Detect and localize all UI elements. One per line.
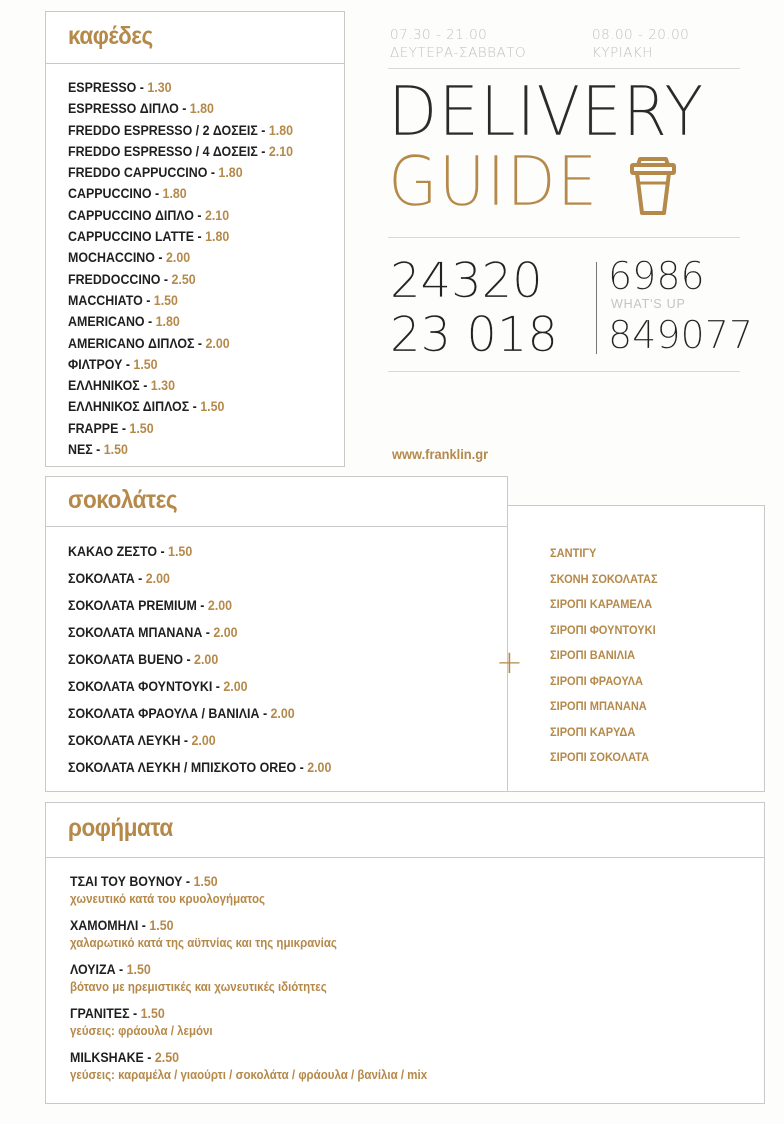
drink-description: γεύσεις: καραμέλα / γιαούρτι / σοκολάτα / φράουλα / βανίλια / mix	[70, 1068, 428, 1082]
item-separator: -	[115, 962, 127, 977]
item-price: 2.00	[213, 625, 238, 640]
item-separator: -	[194, 335, 206, 351]
item-name: AMERICANO ΔΙΠΛΟΣ	[68, 335, 195, 351]
drink-description: χωνευτικό κατά του κρυολογήματος	[70, 892, 265, 906]
item-separator: -	[182, 874, 194, 889]
item-separator: -	[178, 101, 190, 117]
drink-entry	[70, 960, 458, 1004]
mobile-part1: 6986	[608, 254, 705, 298]
item-separator: -	[122, 356, 134, 372]
item-name: ΓΡΑΝΙΤΕΣ	[70, 1006, 130, 1021]
menu-item	[68, 162, 293, 183]
menu-item	[70, 1048, 427, 1067]
menu-item	[68, 205, 293, 226]
item-price: 1.50	[200, 399, 225, 415]
whatsup-label: WHAT'S UP	[611, 297, 686, 311]
item-price: 1.50	[103, 442, 128, 458]
addon-item: ΣΙΡΟΠΙ ΦΡΑΟΥΛΑ	[550, 673, 644, 688]
item-separator: -	[194, 229, 206, 245]
mobile-part2: 849077	[608, 313, 754, 357]
item-price: 1.30	[147, 80, 172, 95]
drinks-title: ροφήματα	[68, 814, 173, 842]
item-name: MILKSHAKE	[70, 1050, 144, 1065]
menu-item	[68, 354, 293, 375]
drink-entry	[70, 1004, 458, 1048]
menu-item	[68, 77, 293, 98]
item-name: ΧΑΜΟΜΗΛΙ	[70, 918, 139, 933]
item-separator: -	[151, 186, 163, 202]
item-separator: -	[193, 207, 205, 223]
item-price: 1.50	[153, 292, 178, 308]
drinks-list	[70, 872, 458, 1092]
coffee-title: καφέδες	[68, 22, 153, 50]
item-name: ΣΟΚΟΛΑΤΑ PREMIUM	[68, 598, 197, 613]
item-separator: -	[296, 760, 308, 775]
drinks-section	[45, 802, 765, 1104]
item-separator: -	[143, 1050, 155, 1065]
item-name: CAPPUCCINO LATTE	[68, 229, 195, 245]
item-name: FREDDO CAPPUCCINO	[68, 165, 208, 181]
item-name: FREDDO ESPRESSO / 2 ΔΟΣΕΙΣ	[68, 122, 258, 138]
menu-item	[70, 916, 427, 935]
item-name: ΤΣΑΙ ΤΟΥ ΒΟΥΝΟΥ	[70, 874, 183, 889]
menu-item	[68, 333, 293, 354]
menu-item	[68, 646, 331, 673]
menu-item	[68, 538, 331, 565]
item-price: 2.50	[171, 271, 196, 287]
item-separator: -	[212, 679, 224, 694]
sunday-hours	[592, 26, 689, 62]
item-name: ΣΟΚΟΛΑΤΑ ΛΕΥΚΗ / ΜΠΙΣΚΟΤΟ OREO	[68, 760, 297, 775]
menu-item	[70, 960, 427, 979]
item-name: MOCHACCINO	[68, 250, 155, 266]
item-separator: -	[180, 733, 192, 748]
drink-description: βότανο με ηρεμιστικές και χωνευτικές ιδιότητες	[70, 980, 327, 994]
item-price: 1.80	[155, 314, 180, 330]
drink-description: χαλαρωτικό κατά της αϋπνίας και της ημικρανίας	[70, 936, 337, 950]
item-price: 2.00	[145, 571, 170, 586]
item-separator: -	[207, 165, 219, 181]
sunday-label: ΚΥΡΙΑΚΗ	[592, 45, 653, 61]
addon-item: ΣΙΡΟΠΙ ΒΑΝΙΛΙΑ	[550, 648, 636, 662]
item-name: FREDDOCCINO	[68, 271, 161, 287]
item-separator: -	[144, 314, 156, 330]
item-name: ESPRESSO ΔΙΠΛΟ	[68, 101, 179, 117]
divider-mid	[388, 237, 740, 238]
coffee-section	[45, 11, 345, 467]
item-separator: -	[196, 598, 208, 613]
item-separator: -	[118, 420, 130, 436]
item-name: ΣΟΚΟΛΑΤΑ BUENO	[68, 652, 184, 667]
item-price: 2.00	[223, 679, 248, 694]
menu-item	[68, 311, 293, 332]
drinks-header	[46, 803, 764, 858]
menu-item	[68, 290, 293, 311]
item-price: 2.00	[307, 760, 332, 775]
item-name: ΣΟΚΟΛΑΤΑ	[68, 571, 135, 586]
item-name: MACCHIATO	[68, 292, 143, 308]
drink-entry	[70, 1048, 458, 1092]
menu-item	[68, 673, 331, 700]
item-price: 1.50	[133, 356, 158, 372]
item-name: ΣΟΚΟΛΑΤΑ ΦΟΥΝΤΟΥΚΙ	[68, 679, 213, 694]
item-separator: -	[92, 442, 104, 458]
coffee-cup-icon	[628, 156, 678, 221]
divider-bottom	[388, 371, 740, 372]
item-separator: -	[189, 399, 201, 415]
menu-item	[68, 396, 293, 417]
item-separator: -	[157, 544, 169, 559]
item-price: 1.80	[218, 165, 243, 181]
item-name: ΕΛΛΗΝΙΚΟΣ	[68, 378, 140, 394]
menu-item	[70, 1004, 427, 1023]
addon-item: ΣΙΡΟΠΙ ΚΑΡΑΜΕΛΑ	[550, 597, 653, 611]
coffee-list	[68, 77, 313, 460]
menu-item	[68, 247, 293, 268]
item-price: 2.00	[205, 335, 230, 351]
weekday-label: ΔΕΥΤΕΡΑ-ΣΑΒΒΑΤΟ	[390, 45, 527, 61]
addon-item: ΣΙΡΟΠΙ ΜΠΑΝΑΝΑ	[550, 699, 647, 713]
menu-item	[68, 141, 293, 162]
item-name: CAPPUCCINO ΔΙΠΛΟ	[68, 207, 194, 223]
weekday-hours	[390, 26, 526, 62]
chocolates-title: σοκολάτες	[68, 486, 178, 514]
item-name: ΛΟΥΙΖΑ	[70, 962, 116, 977]
item-separator: -	[183, 652, 195, 667]
menu-item	[68, 120, 293, 141]
coffee-header	[46, 12, 344, 64]
item-name: ΦΙΛΤΡΟΥ	[68, 356, 123, 372]
chocolates-list	[68, 538, 354, 781]
item-name: ΝΕΣ	[68, 442, 93, 458]
menu-item	[68, 439, 293, 460]
menu-item	[68, 375, 293, 396]
item-price: 1.80	[268, 122, 294, 138]
menu-item	[68, 592, 331, 619]
chocolates-header	[46, 477, 507, 527]
menu-item	[68, 269, 293, 290]
item-price: 1.80	[162, 186, 187, 202]
addon-item: ΣΙΡΟΠΙ ΚΑΡΥΔΑ	[550, 724, 636, 739]
item-separator: -	[136, 80, 148, 95]
item-price: 2.00	[191, 733, 216, 748]
item-separator: -	[160, 271, 172, 287]
item-price: 1.50	[129, 420, 154, 436]
divider-top	[388, 68, 740, 69]
item-separator: -	[154, 250, 166, 266]
item-price: 2.00	[194, 652, 219, 667]
item-price: 1.80	[205, 229, 230, 245]
plus-icon: +	[496, 643, 523, 681]
item-separator: -	[129, 1006, 141, 1021]
drink-entry	[70, 872, 458, 916]
item-name: ΕΛΛΗΝΙΚΟΣ ΔΙΠΛΟΣ	[68, 399, 190, 415]
addon-item: ΣΚΟΝΗ ΣΟΚΟΛΑΤΑΣ	[550, 571, 658, 586]
item-price: 1.50	[126, 962, 151, 977]
title-delivery: DELIVERY	[388, 72, 705, 152]
item-separator: -	[257, 143, 269, 159]
item-name: ΚΑΚΑΟ ΖΕΣΤΟ	[68, 544, 158, 559]
item-price: 1.50	[149, 918, 174, 933]
menu-item	[70, 872, 427, 891]
item-name: ΣΟΚΟΛΑΤΑ ΜΠΑΝΑΝΑ	[68, 625, 203, 640]
item-separator: -	[257, 122, 269, 138]
website-link[interactable]: www.franklin.gr	[392, 446, 489, 462]
addon-item: ΣΙΡΟΠΙ ΣΟΚΟΛΑΤΑ	[550, 750, 650, 764]
landline-part1: 24320	[390, 253, 543, 309]
item-name: ΣΟΚΟΛΑΤΑ ΦΡΑΟΥΛΑ / ΒΑΝΙΛΙΑ	[68, 706, 260, 721]
item-price: 2.00	[270, 706, 295, 721]
item-price: 2.10	[204, 207, 230, 223]
menu-item	[68, 619, 331, 646]
menu-item	[68, 754, 331, 781]
item-name: FREDDO ESPRESSO / 4 ΔΟΣΕΙΣ	[68, 143, 258, 159]
weekday-time: 07.30 - 21.00	[390, 27, 488, 43]
landline-part2: 23 018	[390, 307, 558, 363]
item-name: AMERICANO	[68, 314, 145, 330]
chocolates-section	[45, 476, 508, 792]
title-guide: GUIDE	[388, 142, 599, 222]
item-price: 2.00	[165, 250, 191, 266]
menu-item	[68, 700, 331, 727]
menu-item	[68, 727, 331, 754]
item-price: 1.30	[150, 378, 175, 394]
item-separator: -	[259, 706, 271, 721]
item-price: 1.50	[168, 544, 193, 559]
phone-divider	[596, 262, 597, 354]
drink-description: γεύσεις: φράουλα / λεμόνι	[70, 1024, 213, 1038]
addon-item: ΣΑΝΤΙΓΥ	[550, 546, 597, 560]
item-name: CAPPUCCINO	[68, 186, 152, 202]
item-separator: -	[138, 918, 150, 933]
item-price: 1.80	[189, 101, 214, 117]
item-price: 2.50	[154, 1050, 180, 1065]
menu-item	[68, 226, 293, 247]
item-price: 1.50	[140, 1006, 165, 1021]
item-price: 1.50	[193, 874, 218, 889]
item-name: ΣΟΚΟΛΑΤΑ ΛΕΥΚΗ	[68, 733, 181, 748]
addons-list	[550, 541, 667, 771]
menu-item	[68, 183, 293, 204]
item-price: 2.10	[268, 143, 294, 159]
item-separator: -	[134, 571, 146, 586]
item-separator: -	[142, 292, 154, 308]
item-separator: -	[139, 378, 151, 394]
menu-item	[68, 565, 331, 592]
item-separator: -	[202, 625, 214, 640]
item-name: FRAPPE	[68, 420, 119, 436]
item-price: 2.00	[207, 598, 233, 613]
drink-entry	[70, 916, 458, 960]
item-name: ESPRESSO	[68, 80, 137, 95]
menu-item	[68, 418, 293, 439]
menu-item	[68, 98, 293, 119]
addon-item: ΣΙΡΟΠΙ ΦΟΥΝΤΟΥΚΙ	[550, 622, 656, 637]
sunday-time: 08.00 - 20.00	[592, 27, 690, 43]
